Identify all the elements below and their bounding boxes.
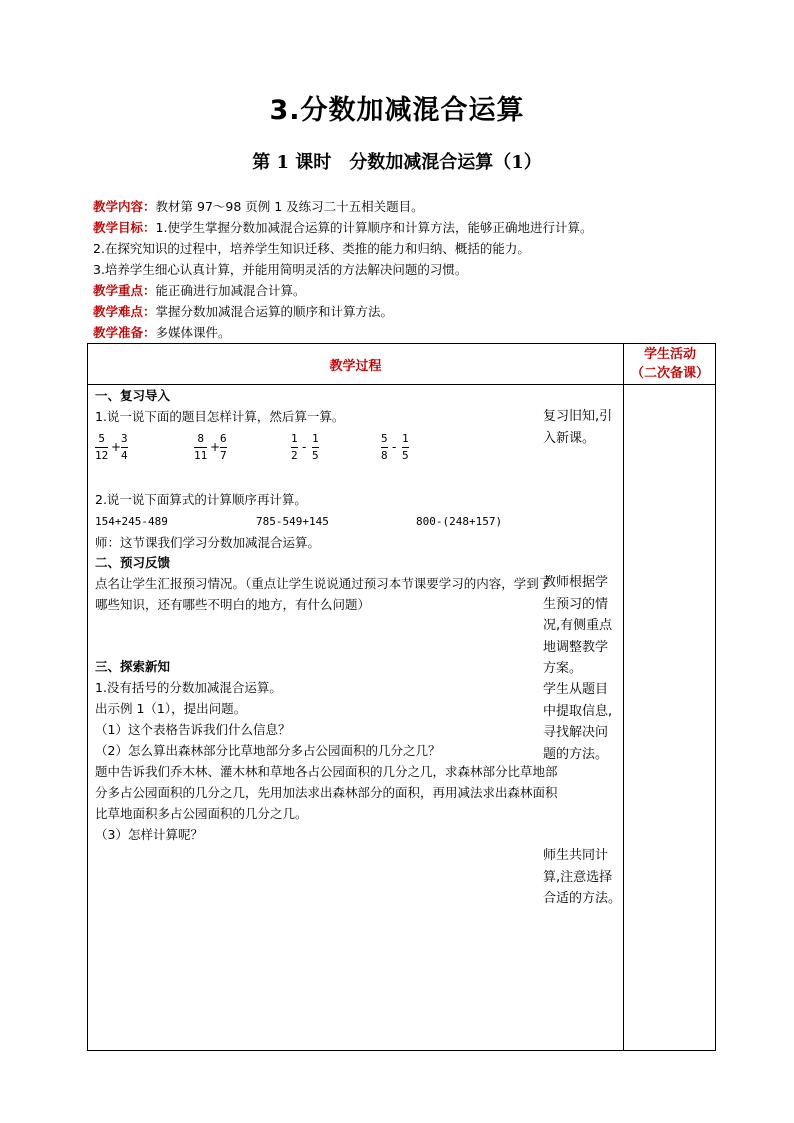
operator: - — [302, 440, 307, 454]
side-note-line: 算,注意选择 — [543, 869, 613, 885]
side-note-line: 方案。 — [543, 661, 583, 676]
section-3-line-6: 分多占公园面积的几分之几，先用加法求出森林部分的面积，再用减法求出森林面积 — [95, 785, 558, 800]
side-note-line: 中提取信息, — [543, 703, 613, 719]
section-2-line-2: 哪些知识，还有哪些不明白的地方，有什么问题） — [95, 597, 371, 612]
side-note-line: 生预习的情 — [543, 596, 609, 612]
side-note-line: 况,有侧重点 — [543, 618, 613, 633]
side-note-preview — [543, 572, 625, 680]
fraction-denominator: 8 — [381, 449, 388, 462]
fraction — [402, 432, 409, 463]
operator: - — [392, 440, 397, 454]
section-1-question-1: 1.说一说下面的题目怎样计算，然后算一算。 — [95, 409, 345, 424]
side-note-review — [543, 406, 625, 449]
section-3-line-7: 比草地面积多占公园面积的几分之几。 — [95, 806, 308, 821]
section-3-line-1: 1.没有括号的分数加减混合运算。 — [95, 680, 282, 695]
section-2-line-1: 点名让学生汇报预习情况。（重点让学生说说通过预习本节课要学习的内容，学到了 — [95, 576, 552, 591]
fraction-denominator: 5 — [402, 449, 409, 462]
fraction — [291, 432, 298, 463]
section-3-line-5: 题中告诉我们乔木林、灌木林和草地各占公园面积的几分之几，求森林部分比草地部 — [95, 764, 558, 779]
meta-difficulty — [93, 302, 393, 322]
fraction-denominator: 12 — [95, 449, 109, 462]
header-right-line-2: （二次备课） — [630, 366, 709, 381]
meta-content-key: 教学内容： — [93, 199, 156, 214]
fraction — [312, 432, 319, 463]
meta-key-point-key: 教学重点： — [93, 283, 156, 298]
operator: + — [210, 440, 221, 454]
header-process: 教学过程 — [329, 358, 382, 374]
fraction — [121, 432, 128, 463]
fraction — [381, 432, 388, 463]
header-right-line-1: 学生活动 — [643, 347, 696, 362]
fraction — [194, 432, 207, 463]
meta-key-point — [93, 281, 306, 301]
fraction-denominator: 4 — [121, 449, 128, 462]
section-3-line-2: 出示例 1（1），提出问题。 — [95, 701, 247, 716]
meta-difficulty-value: 掌握分数加减混合运算的顺序和计算方法。 — [155, 304, 394, 319]
fraction-numerator: 1 — [402, 432, 409, 445]
section-2-title: 二、预习反馈 — [95, 555, 171, 570]
side-note-line: 复习旧知,引 — [543, 409, 613, 424]
expression-2: 785-549+145 — [256, 515, 329, 528]
side-note-line: 合适的方法。 — [543, 891, 622, 906]
meta-goal-3: 3.培养学生细心认真计算，并能用简明灵活的方法解决问题的习惯。 — [93, 262, 468, 277]
side-note-line: 师生共同计 — [543, 848, 609, 863]
meta-preparation-value: 多媒体课件。 — [155, 325, 231, 340]
meta-goal-1: 1.使学生掌握分数加减混合运算的计算顺序和计算方法，能够正确地进行计算。 — [155, 220, 593, 235]
side-note-line: 入新课。 — [543, 430, 596, 446]
meta-content-value: 教材第 97～98 页例 1 及练习二十五相关题目。 — [155, 199, 424, 214]
expression-3: 800-(248+157) — [416, 515, 503, 528]
meta-difficulty-key: 教学难点： — [93, 304, 156, 319]
side-note-explore — [543, 679, 625, 765]
fraction-numerator: 5 — [98, 432, 105, 445]
side-note-line: 寻找解决问 — [543, 725, 609, 740]
section-3-line-3: （1）这个表格告诉我们什么信息？ — [95, 722, 291, 737]
fraction — [220, 432, 227, 463]
fraction-denominator: 5 — [312, 449, 319, 462]
fraction-numerator: 8 — [197, 432, 204, 445]
meta-content — [93, 197, 424, 217]
expression-1: 154+245-489 — [95, 515, 168, 528]
meta-preparation — [93, 323, 231, 343]
section-3-line-4: （2）怎么算出森林部分比草地部分多占公园面积的几分之几？ — [95, 743, 441, 758]
side-note-line: 题的方法。 — [543, 746, 609, 762]
side-note-line: 地调整教学 — [543, 639, 609, 655]
lesson-title: 3.分数加减混合运算 — [269, 95, 525, 126]
section-1-teacher-line: 师：这节课我们学习分数加减混合运算。 — [95, 535, 321, 550]
fraction-denominator: 7 — [220, 449, 227, 462]
meta-goal-2: 2.在探究知识的过程中，培养学生知识迁移、类推的能力和归纳、概括的能力。 — [93, 241, 530, 256]
fraction-numerator: 1 — [312, 432, 319, 445]
side-note-line: 学生从题目 — [543, 682, 609, 697]
fraction-numerator: 3 — [121, 432, 128, 445]
meta-goal — [93, 218, 592, 238]
fraction-denominator: 11 — [194, 449, 208, 462]
section-3-title: 三、探索新知 — [95, 659, 171, 674]
fraction-numerator: 6 — [220, 432, 227, 445]
section-1-title: 一、复习导入 — [95, 388, 171, 403]
operator: + — [111, 440, 122, 454]
meta-key-point-value: 能正确进行加减混合计算。 — [155, 283, 306, 298]
side-note-calculate — [543, 845, 625, 910]
side-note-line: 教师根据学 — [543, 575, 609, 590]
header-divider — [88, 384, 715, 385]
fraction-numerator: 5 — [381, 432, 388, 445]
fraction-denominator: 2 — [291, 449, 298, 462]
fraction-numerator: 1 — [291, 432, 298, 445]
meta-goal-key: 教学目标： — [93, 220, 156, 235]
section-3-line-8: （3）怎样计算呢？ — [95, 827, 203, 842]
section-1-question-2: 2.说一说下面算式的计算顺序再计算。 — [95, 492, 307, 507]
header-student-activity — [624, 344, 716, 384]
fraction — [95, 432, 108, 463]
lesson-subtitle: 第 1 课时 分数加减混合运算（1） — [252, 152, 542, 173]
meta-preparation-key: 教学准备： — [93, 325, 156, 340]
